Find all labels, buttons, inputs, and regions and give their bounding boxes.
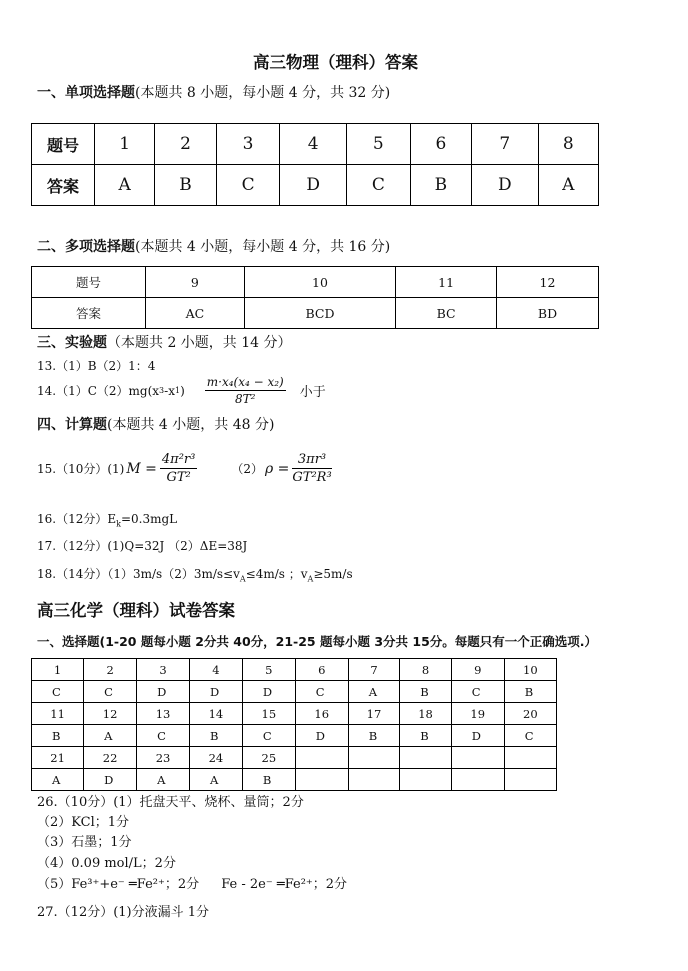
table-cell (400, 747, 452, 769)
q15-lhs2: ρ = (264, 460, 290, 477)
section-note: (本题共 4 小题，每小题 4 分，共 16 分) (135, 239, 391, 255)
physics-title: 高三物理（理科）答案 (253, 53, 418, 72)
q18-mid: ≤4m/s ；v (245, 567, 308, 581)
table-cell: A (137, 769, 190, 791)
fraction-numerator: 3πr³ (292, 452, 331, 469)
table-cell: 20 (504, 703, 556, 725)
table-row-answers (32, 769, 557, 791)
section-note: (本题共 4 小题，共 48 分) (107, 417, 275, 433)
q16-tail: =0.3mgL (120, 512, 178, 526)
table-cell: C (451, 681, 504, 703)
table-cell: B (32, 725, 84, 747)
chemistry-answer-table (31, 658, 557, 791)
table-cell: C (346, 165, 410, 206)
row-header-question: 题号 (32, 124, 95, 165)
table-cell: C (84, 681, 137, 703)
row-header-answer: 答案 (32, 165, 95, 206)
answer-q18 (37, 565, 353, 582)
q15-fraction-2 (292, 452, 331, 485)
q18-prefix: 18.（14分）（1）3m/s（2）3m/s≤v (37, 567, 240, 581)
physics-section-2-heading (37, 236, 390, 256)
fraction-denominator: GT² (166, 470, 191, 485)
table-cell: D (280, 165, 347, 206)
table-cell: B (400, 725, 452, 747)
table-cell: 4 (280, 124, 347, 165)
table-cell: 11 (396, 267, 497, 298)
table-cell: 22 (84, 747, 137, 769)
answer-q27: 27.（12分）(1)分液漏斗 1分 (37, 905, 210, 920)
answer-q15 (37, 452, 332, 485)
table-cell: 4 (189, 659, 242, 681)
table-cell: B (155, 165, 216, 206)
table-cell: 18 (400, 703, 452, 725)
table-cell: D (295, 725, 348, 747)
table-cell: D (451, 725, 504, 747)
table-cell: 6 (295, 659, 348, 681)
table-cell: 9 (146, 267, 245, 298)
table-row-numbers (32, 267, 599, 298)
physics-section-4-heading (37, 414, 274, 434)
answer-q14: 14.（1）C（2）mg(x 3 -x 1 ) $\frac{\text{m·x₄(x₄ − x₂)}}{\text{8T²}}$ 小于 (37, 375, 326, 406)
q15-fraction-1 (160, 452, 197, 485)
table-cell: AC (146, 298, 245, 329)
multi-choice-answer-table (31, 266, 599, 329)
section-label: 一、单项选择题 (37, 85, 135, 101)
table-cell: 3 (137, 659, 190, 681)
table-row-numbers (32, 124, 599, 165)
section-label: 四、计算题 (37, 417, 107, 433)
table-cell (295, 769, 348, 791)
table-cell: 3 (216, 124, 280, 165)
table-cell (504, 747, 556, 769)
q15-prefix: 15.（10分）(1) (37, 462, 125, 476)
table-cell: 15 (242, 703, 295, 725)
table-cell: 21 (32, 747, 84, 769)
table-cell: 7 (472, 124, 539, 165)
table-row-numbers (32, 703, 557, 725)
table-cell: C (32, 681, 84, 703)
table-cell: 2 (84, 659, 137, 681)
q16-subscript: k (116, 519, 121, 529)
q14-suffix: ) (180, 383, 185, 398)
table-cell: A (189, 769, 242, 791)
table-cell: C (242, 725, 295, 747)
answer-q26-2: （2）KCl；1分 (37, 815, 130, 830)
section-note: (本题共 8 小题，每小题 4 分，共 32 分) (135, 85, 391, 101)
table-cell: 7 (348, 659, 400, 681)
table-cell: 8 (538, 124, 598, 165)
answer-q26-4: （4）0.09 mol/L；2分 (37, 856, 176, 871)
table-row-answers (32, 298, 599, 329)
table-cell: 25 (242, 747, 295, 769)
table-cell (348, 747, 400, 769)
table-cell: D (472, 165, 539, 206)
answer-q26-5 (37, 873, 347, 892)
table-cell: A (32, 769, 84, 791)
table-cell: 5 (346, 124, 410, 165)
table-row-numbers (32, 747, 557, 769)
table-cell: A (84, 725, 137, 747)
table-cell: C (295, 681, 348, 703)
answer-q26: 26.（10分）(1）托盘天平、烧杯、量筒；2分 (37, 795, 304, 810)
table-cell: 2 (155, 124, 216, 165)
table-row-answers (32, 165, 599, 206)
row-header-question: 题号 (32, 267, 146, 298)
table-cell: B (410, 165, 471, 206)
table-cell: 14 (189, 703, 242, 725)
section-label: 三、实验题 (37, 335, 107, 351)
q14-fraction (205, 375, 286, 406)
q14-mid: -x (164, 383, 175, 398)
table-cell: C (137, 725, 190, 747)
table-cell: 12 (497, 267, 599, 298)
table-row-numbers (32, 659, 557, 681)
physics-section-3-heading (37, 332, 292, 352)
table-row-answers (32, 681, 557, 703)
q26-5-part-b: Fe - 2e⁻ ═Fe²⁺；2分 (221, 877, 348, 892)
answer-q17: 17.（12分）(1)Q=32J （2）ΔE=38J (37, 539, 248, 553)
fraction-denominator: GT²R³ (292, 470, 332, 485)
q18-tail: ≥5m/s (313, 567, 353, 581)
table-row-answers (32, 725, 557, 747)
section-note: （本题共 2 小题，共 14 分） (107, 335, 292, 351)
table-cell: 19 (451, 703, 504, 725)
table-cell: 10 (504, 659, 556, 681)
table-cell: 6 (410, 124, 471, 165)
table-cell: BCD (244, 298, 395, 329)
table-cell: B (400, 681, 452, 703)
table-cell: 12 (84, 703, 137, 725)
row-header-answer: 答案 (32, 298, 146, 329)
table-cell: 1 (95, 124, 155, 165)
table-cell: 1 (32, 659, 84, 681)
table-cell: 5 (242, 659, 295, 681)
table-cell: BC (396, 298, 497, 329)
q18-subscript: A (239, 574, 246, 584)
q14-tail: 小于 (299, 385, 326, 400)
table-cell: 11 (32, 703, 84, 725)
table-cell: 23 (137, 747, 190, 769)
q16-prefix: 16.（12分）E (37, 512, 117, 526)
table-cell: B (189, 725, 242, 747)
table-cell: 17 (348, 703, 400, 725)
chemistry-section-1-heading: 一、选择题(1-20 题每小题 2分共 40分，21-25 题每小题 3分共 15分。每题只有一个正确选项.） (37, 634, 598, 649)
table-cell (400, 769, 452, 791)
table-cell (504, 769, 556, 791)
table-cell: A (95, 165, 155, 206)
table-cell: A (348, 681, 400, 703)
table-cell: B (504, 681, 556, 703)
q14-prefix: 14.（1）C（2）mg(x (37, 384, 160, 398)
physics-section-1-heading (37, 82, 390, 102)
table-cell: D (189, 681, 242, 703)
table-cell: D (242, 681, 295, 703)
q15-part2: （2） (231, 462, 263, 476)
table-cell (451, 769, 504, 791)
answer-q26-3: （3）石墨；1分 (37, 835, 132, 850)
table-cell: D (84, 769, 137, 791)
table-cell: A (538, 165, 598, 206)
table-cell: 16 (295, 703, 348, 725)
q15-lhs1: M = (126, 460, 157, 477)
table-cell: 9 (451, 659, 504, 681)
q18-subscript: A (307, 574, 314, 584)
table-cell: B (348, 725, 400, 747)
table-cell (451, 747, 504, 769)
table-cell: 10 (244, 267, 395, 298)
chemistry-title: 高三化学（理科）试卷答案 (37, 601, 235, 620)
table-cell: C (504, 725, 556, 747)
fraction-denominator: 8T² (235, 392, 256, 406)
answer-q13: 13.（1）B（2）1：4 (37, 359, 156, 373)
fraction-numerator: 4π²r³ (161, 452, 196, 467)
answer-q16 (37, 510, 177, 527)
table-cell: 13 (137, 703, 190, 725)
q26-5-part-a: （5）Fe³⁺+e⁻ ═Fe²⁺；2分 (37, 877, 200, 892)
table-cell: C (216, 165, 280, 206)
table-cell (295, 747, 348, 769)
table-cell: 8 (400, 659, 452, 681)
table-cell: 24 (189, 747, 242, 769)
fraction-numerator: m·x₄(x₄ − x₂) (206, 375, 284, 389)
single-choice-answer-table (31, 123, 599, 206)
section-label: 二、多项选择题 (37, 239, 135, 255)
table-cell: BD (497, 298, 599, 329)
table-cell (348, 769, 400, 791)
table-cell: B (242, 769, 295, 791)
table-cell: D (137, 681, 190, 703)
